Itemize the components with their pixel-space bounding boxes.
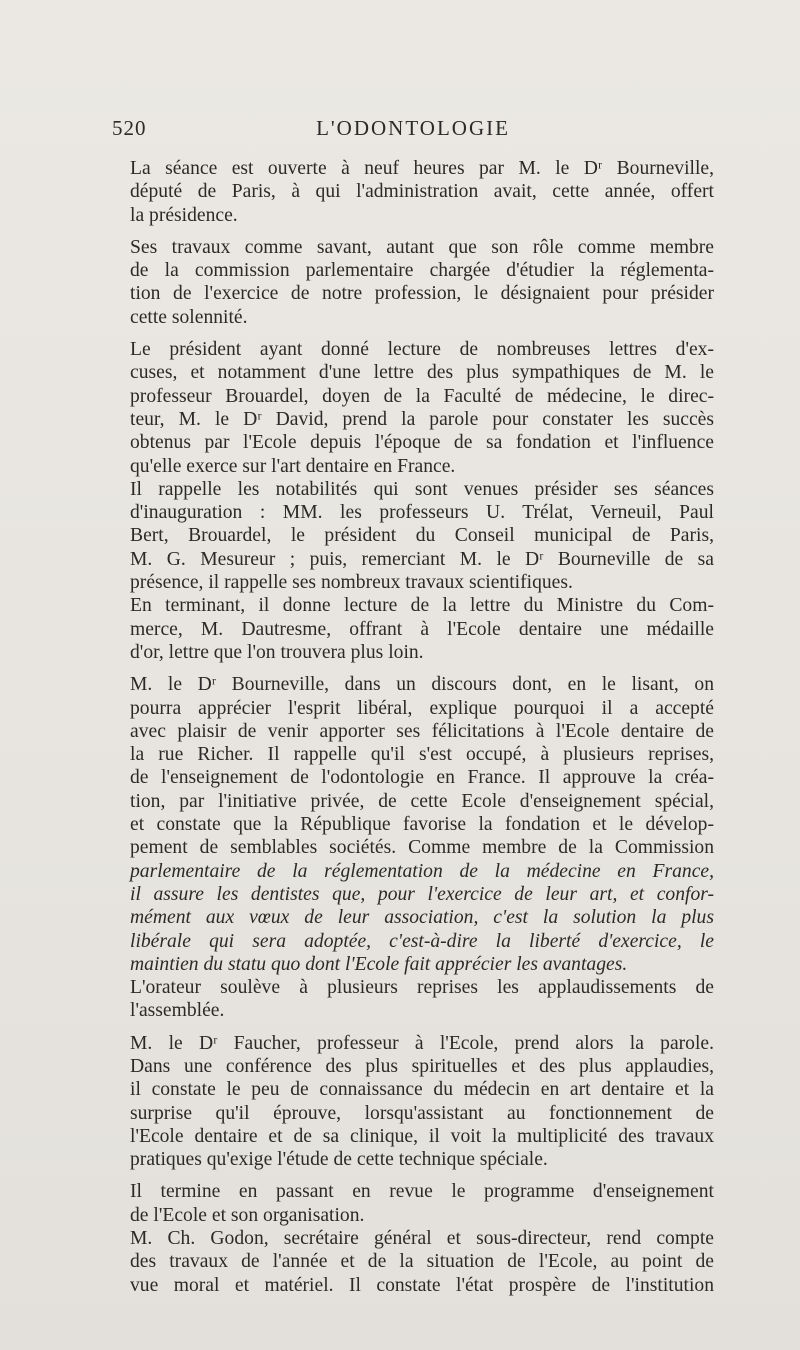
paragraph-minister-letter [112,594,714,664]
text-line: l'Ecole dentaire et de sa clinique, il voit la multiplicité des travaux [130,1125,714,1147]
text-line: La séance est ouverte à neuf heures par M. le Dʳ Bourneville, [130,158,714,179]
text-line: tion de l'exercice de notre profession, le désignaient pour présider [130,283,714,305]
text-line: d'inauguration : MM. les professeurs U. Trélat, Verneuil, Paul [130,502,714,524]
running-title: L'ODONTOLOGIE [316,116,510,140]
text-line: et constate que la République favorise la fondation et le dévelop- [130,814,714,836]
paragraph-letters [112,338,714,478]
text-line: présence, il rappelle ses nombreux travaux scientifiques. [130,572,573,594]
page-number: 520 [112,116,147,140]
text-line: Le président ayant donné lecture de nombreuses lettres d'ex- [130,339,714,361]
text-line: de la commission parlementaire chargée d'étudier la réglementa- [130,260,714,282]
text-line: Il rappelle les notabilités qui sont venues présider ses séances [130,478,714,500]
paragraph-godon [112,1227,714,1297]
text-line: la rue Richer. Il rappelle qu'il s'est occupé, à plusieurs reprises, [130,744,714,766]
paragraph-applause [112,976,714,1023]
page-header [112,116,714,150]
paragraph-president [112,236,714,329]
text-line: L'orateur soulève à plusieurs reprises les applaudissements de [130,977,714,999]
paragraph-faucher [112,1032,714,1172]
text-line: M. Ch. Godon, secrétaire général et sous-directeur, rend compte [130,1228,714,1250]
text-line: merce, M. Dautresme, offrant à l'Ecole dentaire une médaille [130,618,714,640]
text-line-italic: maintien du statu quo dont l'Ecole fait apprécier les avantages. [130,953,628,975]
text-line: vue moral et matériel. Il constate l'état prospère de l'institution [130,1274,714,1296]
text-line: avec plaisir de venir apporter ses félicitations à l'Ecole dentaire de [130,720,714,742]
text-line: de l'enseignement de l'odontologie en France. Il approuve la créa- [130,767,714,789]
text-line-italic: il assure les dentistes que, pour l'exercice de leur art, et confor- [130,883,714,905]
text-line: pratiques qu'exige l'étude de cette technique spéciale. [130,1149,548,1171]
page-body [112,157,714,1297]
text-line: M. le Dʳ Faucher, professeur à l'Ecole, prend alors la parole. [130,1032,714,1054]
text-line: tion, par l'initiative privée, de cette Ecole d'enseignement spécial, [130,790,714,812]
text-line: obtenus par l'Ecole depuis l'époque de sa fondation et l'influence [130,432,714,454]
text-line: Ses travaux comme savant, autant que son rôle comme membre [130,236,714,258]
text-line: M. G. Mesureur ; puis, remerciant M. le Dʳ Bourneville de sa [130,548,714,570]
text-line: M. le Dʳ Bourneville, dans un discours dont, en le lisant, on [130,674,714,696]
text-line: l'assemblée. [130,1000,225,1022]
paragraph-bourneville-speech [112,673,714,976]
paragraph-notabilities [112,478,714,594]
text-line: pement de semblables sociétés. Comme membre de la Commission [130,837,714,859]
text-line: des travaux de l'année et de la situation de l'Ecole, au point de [130,1251,714,1273]
text-line: teur, M. le Dʳ David, prend la parole pour constater les succès [130,408,714,430]
text-line: Il termine en passant en revue le programme d'enseignement [130,1181,714,1203]
text-line: qu'elle exerce sur l'art dentaire en France. [130,455,456,477]
paragraph-opening [112,157,714,227]
text-line: Dans une conférence des plus spirituelles et des plus applaudies, [130,1055,714,1077]
text-line: d'or, lettre que l'on trouvera plus loin. [130,641,424,663]
text-line: En terminant, il donne lecture de la lettre du Ministre du Com- [130,595,714,617]
text-line: Bert, Brouardel, le président du Conseil municipal de Paris, [130,525,714,547]
text-line-italic: libérale qui sera adoptée, c'est-à-dire la liberté d'exercice, le [130,930,714,952]
text-line: de l'Ecole et son organisation. [130,1204,365,1226]
text-line: la présidence. [130,204,238,226]
text-line: cette solennité. [130,306,248,328]
text-line: il constate le peu de connaissance du médecin en art dentaire et la [130,1079,714,1101]
text-line: surprise qu'il éprouve, lorsqu'assistant au fonctionnement de [130,1102,714,1124]
text-line: pourra apprécier l'esprit libéral, explique pourquoi il a accepté [130,697,714,719]
text-line: cuses, et notamment d'une lettre des plus sympathiques de M. le [130,362,714,384]
text-line: professeur Brouardel, doyen de la Faculté de médecine, le direc- [130,385,714,407]
text-line-italic: parlementaire de la réglementation de la médecine en France, [130,860,714,882]
paragraph-programme [112,1180,714,1227]
text-line-italic: mément aux vœux de leur association, c'est la solution la plus [130,907,714,929]
text-line: député de Paris, à qui l'administration avait, cette année, offert [130,181,714,203]
